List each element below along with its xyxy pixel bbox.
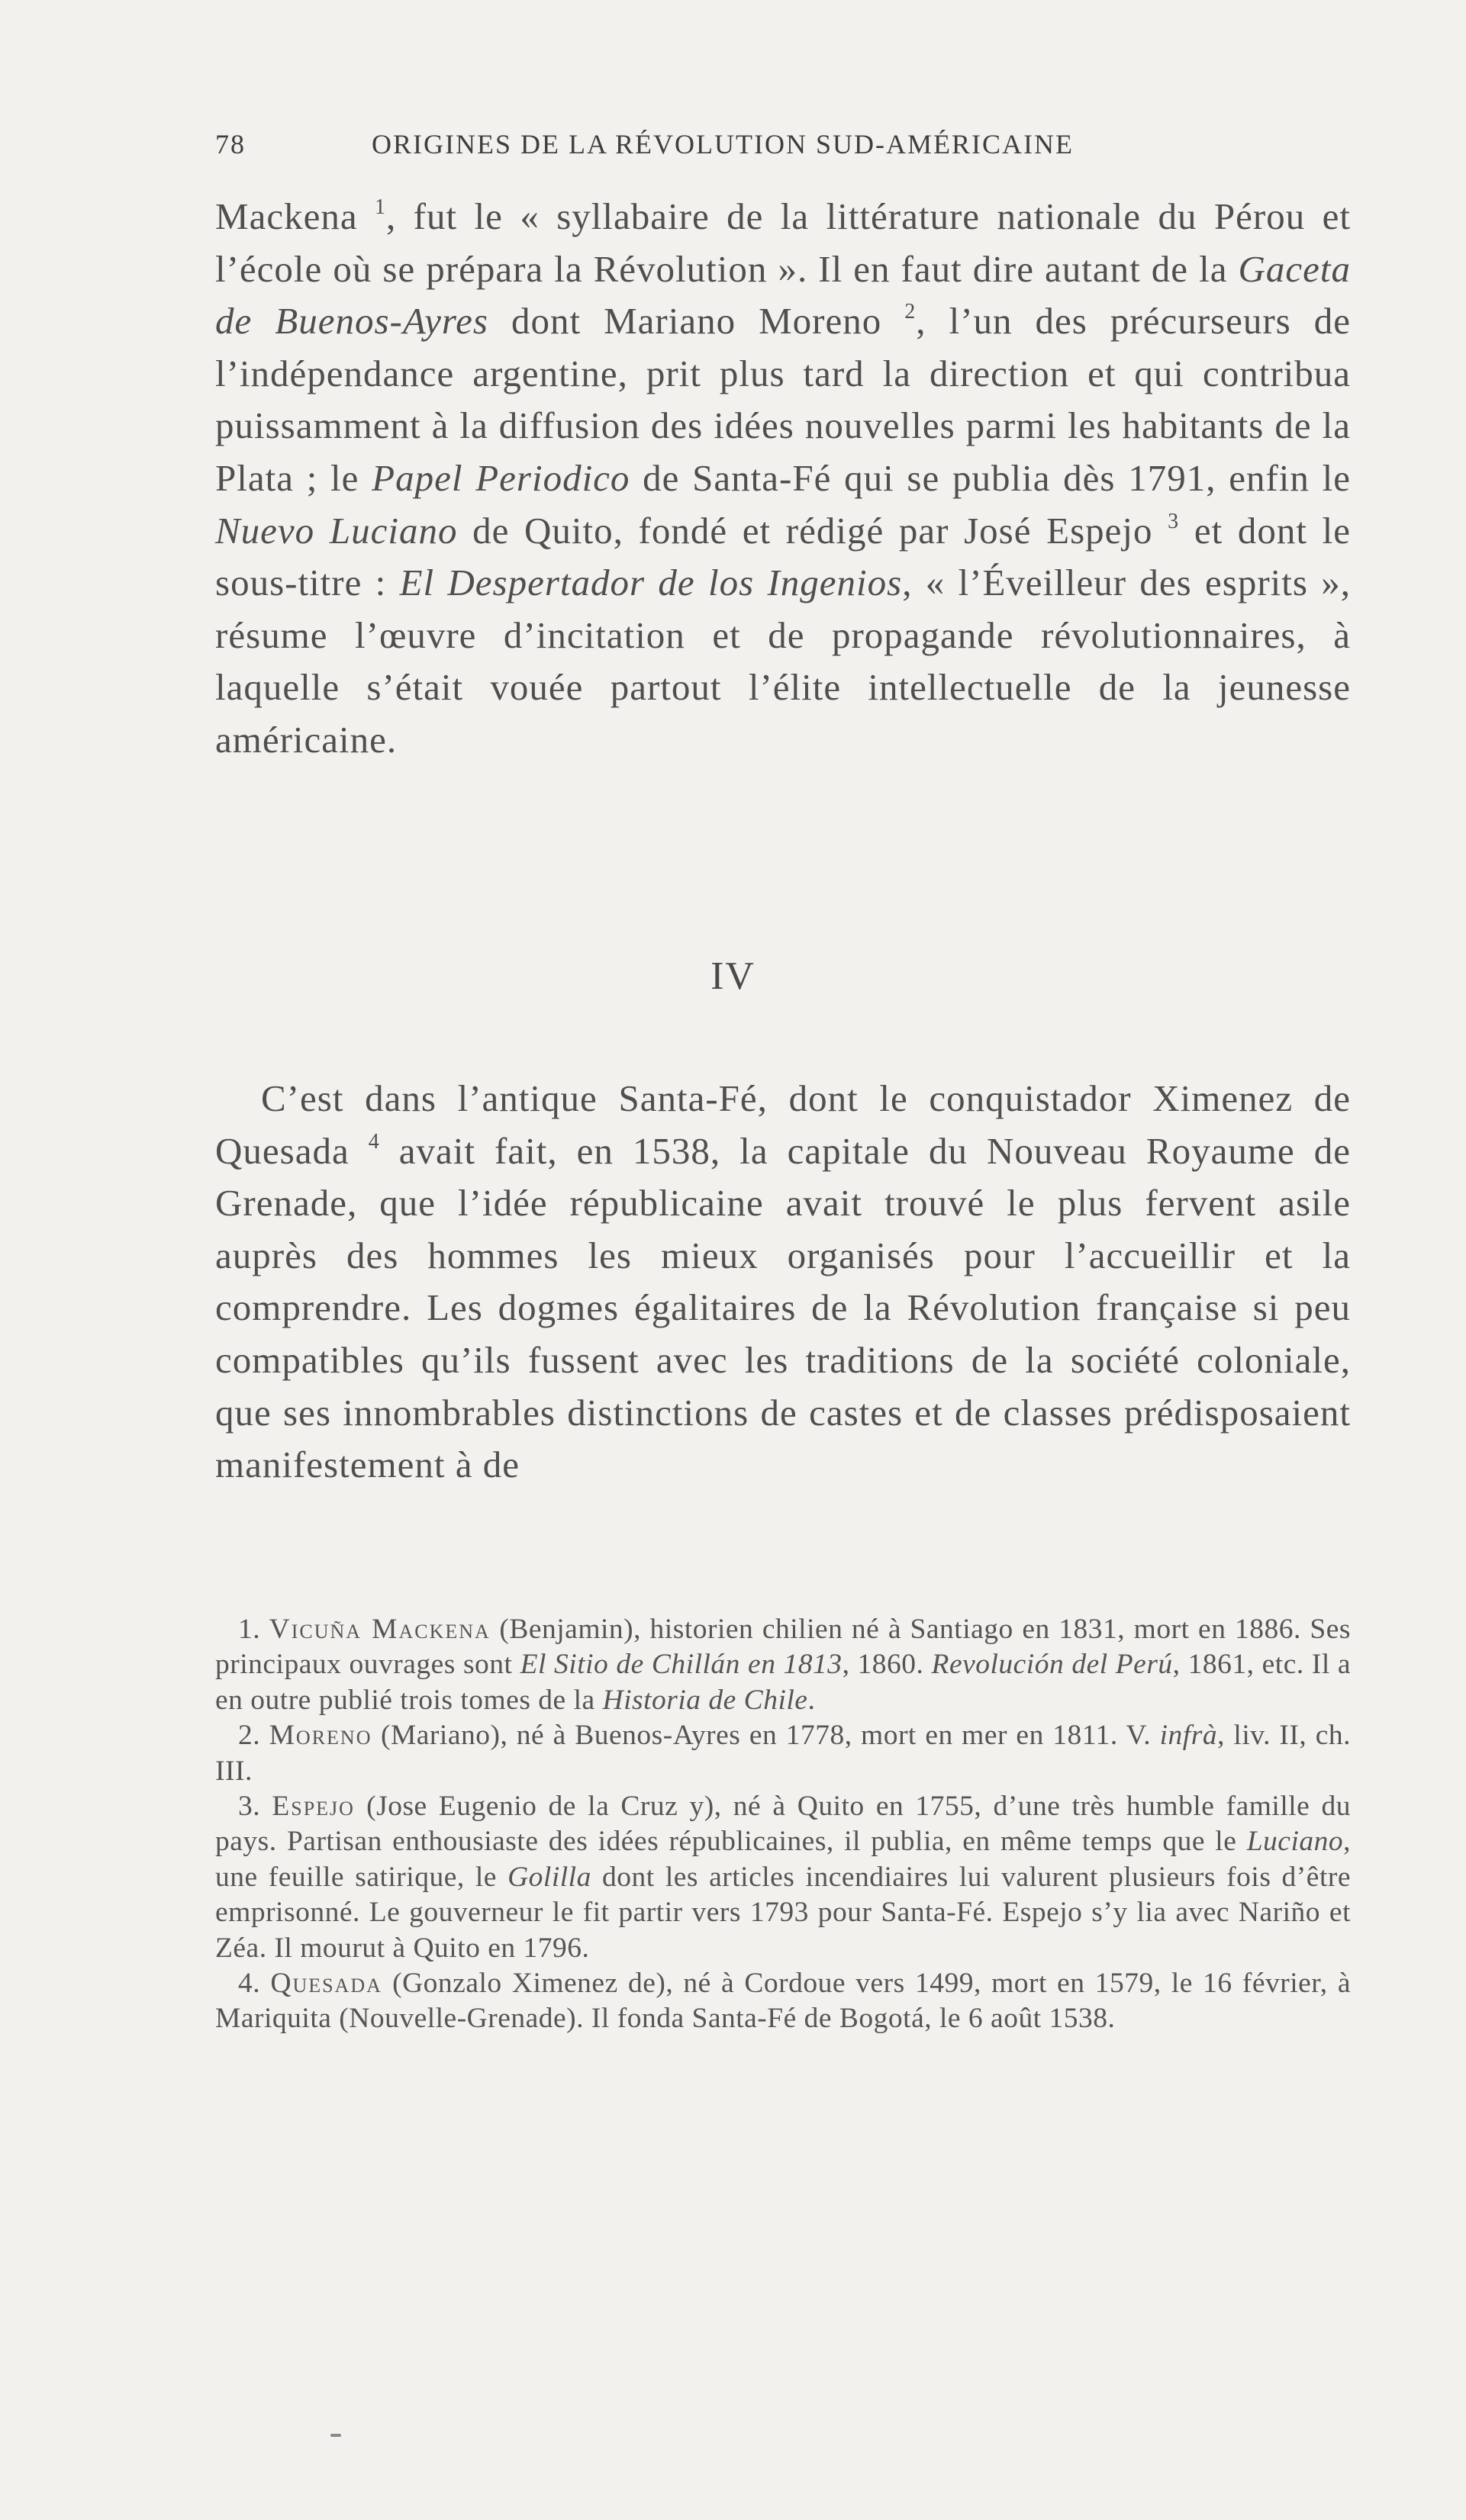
- footnote-ref-1: 1: [375, 195, 386, 219]
- paragraph-continuation: Mackena $^1$, fut le « syllabaire de la littérature nationale du Pérou et l’école où se prépara la Révolution ». Il en faut dire autant de la Gaceta de Buenos-Ayres dont Mariano Moreno $^2$, l’un des précurseurs de l’indépendance argentine, prit plus tard la direction et qui contribua puissamment à la diffusion des idées nouvelles parmi les habitants de la Plata ; le Papel Periodico de Santa-Fé qui se publia dès 1791, enfin le Nuevo Luciano de Quito, fondé et rédigé par José Espejo $^3$ et dont le sous-titre : El Despertador de los Ingenios, « l’Éveilleur des esprits », résume l’œuvre d’incitation et de propagande révolutionnaires, à laquelle s’était vouée partout l’élite intellectuelle de la jeunesse américaine.: [215, 195, 1352, 761]
- running-title: ORIGINES DE LA RÉVOLUTION SUD-AMÉRICAINE: [372, 129, 1074, 159]
- body-text-top: [215, 191, 1351, 767]
- footnote-2: 2. Moreno (Mariano), né à Buenos-Ayres en 1778, mort en mer en 1811. V. infrà, liv. II, ch. III.: [215, 1720, 1351, 1787]
- footnote-4: 4. Quesada (Gonzalo Ximenez de), né à Cordoue vers 1499, mort en 1579, le 16 février, à Mariquita (Nouvelle-Grenade). Il fonda Santa-Fé de Bogotá, le 6 août 1538.: [215, 1968, 1352, 2035]
- footnote-3: 3. Espejo (Jose Eugenio de la Cruz y), né à Quito en 1755, d’une très humble famille du pays. Partisan enthousiaste des idées républicaines, il publia, en même temps que le Luciano, une feuille satirique, le Golilla dont les articles incendiaires lui valurent plusieurs fois d’être emprisonné. Le gouverneur le fit partir vers 1793 pour Santa-Fé. Espejo s’y lia avec Nariño et Zéa. Il mourut à Quito en 1796.: [215, 1791, 1351, 1964]
- running-head: [215, 128, 1360, 160]
- footnote-ref-2: 2: [904, 300, 917, 324]
- section-heading: IV: [710, 954, 756, 998]
- footnote-ref-4: 4: [368, 1129, 380, 1154]
- footnote-ref-3: 3: [1168, 509, 1180, 533]
- footnote-1: 1. Vicuña Mackena (Benjamin), historien chilien né à Santiago en 1831, mort en 1886. Ses principaux ouvrages sont El Sitio de Chillán en 1813, 1860. Revolución del Perú, 1861, etc. Il a en outre publié trois tomes de la Historia de Chile.: [215, 1614, 1352, 1716]
- footnotes: [215, 1612, 1351, 2037]
- paragraph-section-iv: C’est dans l’antique Santa-Fé, dont le conquistador Ximenez de Quesada $^4$ avait fait, en 1538, la capitale du Nouveau Royaume de Grenade, que l’idée républicaine avait trouvé le plus fervent asile auprès des hommes les mieux organisés pour l’accueillir et la comprendre. Les dogmes égalitaires de la Révolution française si peu compatibles qu’ils fussent avec les traditions de la société coloniale, que ses innombrables distinctions de castes et de classes prédisposaient manifestement à de: [215, 1077, 1352, 1486]
- page-number: 78: [215, 129, 246, 159]
- paper-speck: [330, 2434, 341, 2437]
- body-text-section-iv: [215, 1073, 1351, 1492]
